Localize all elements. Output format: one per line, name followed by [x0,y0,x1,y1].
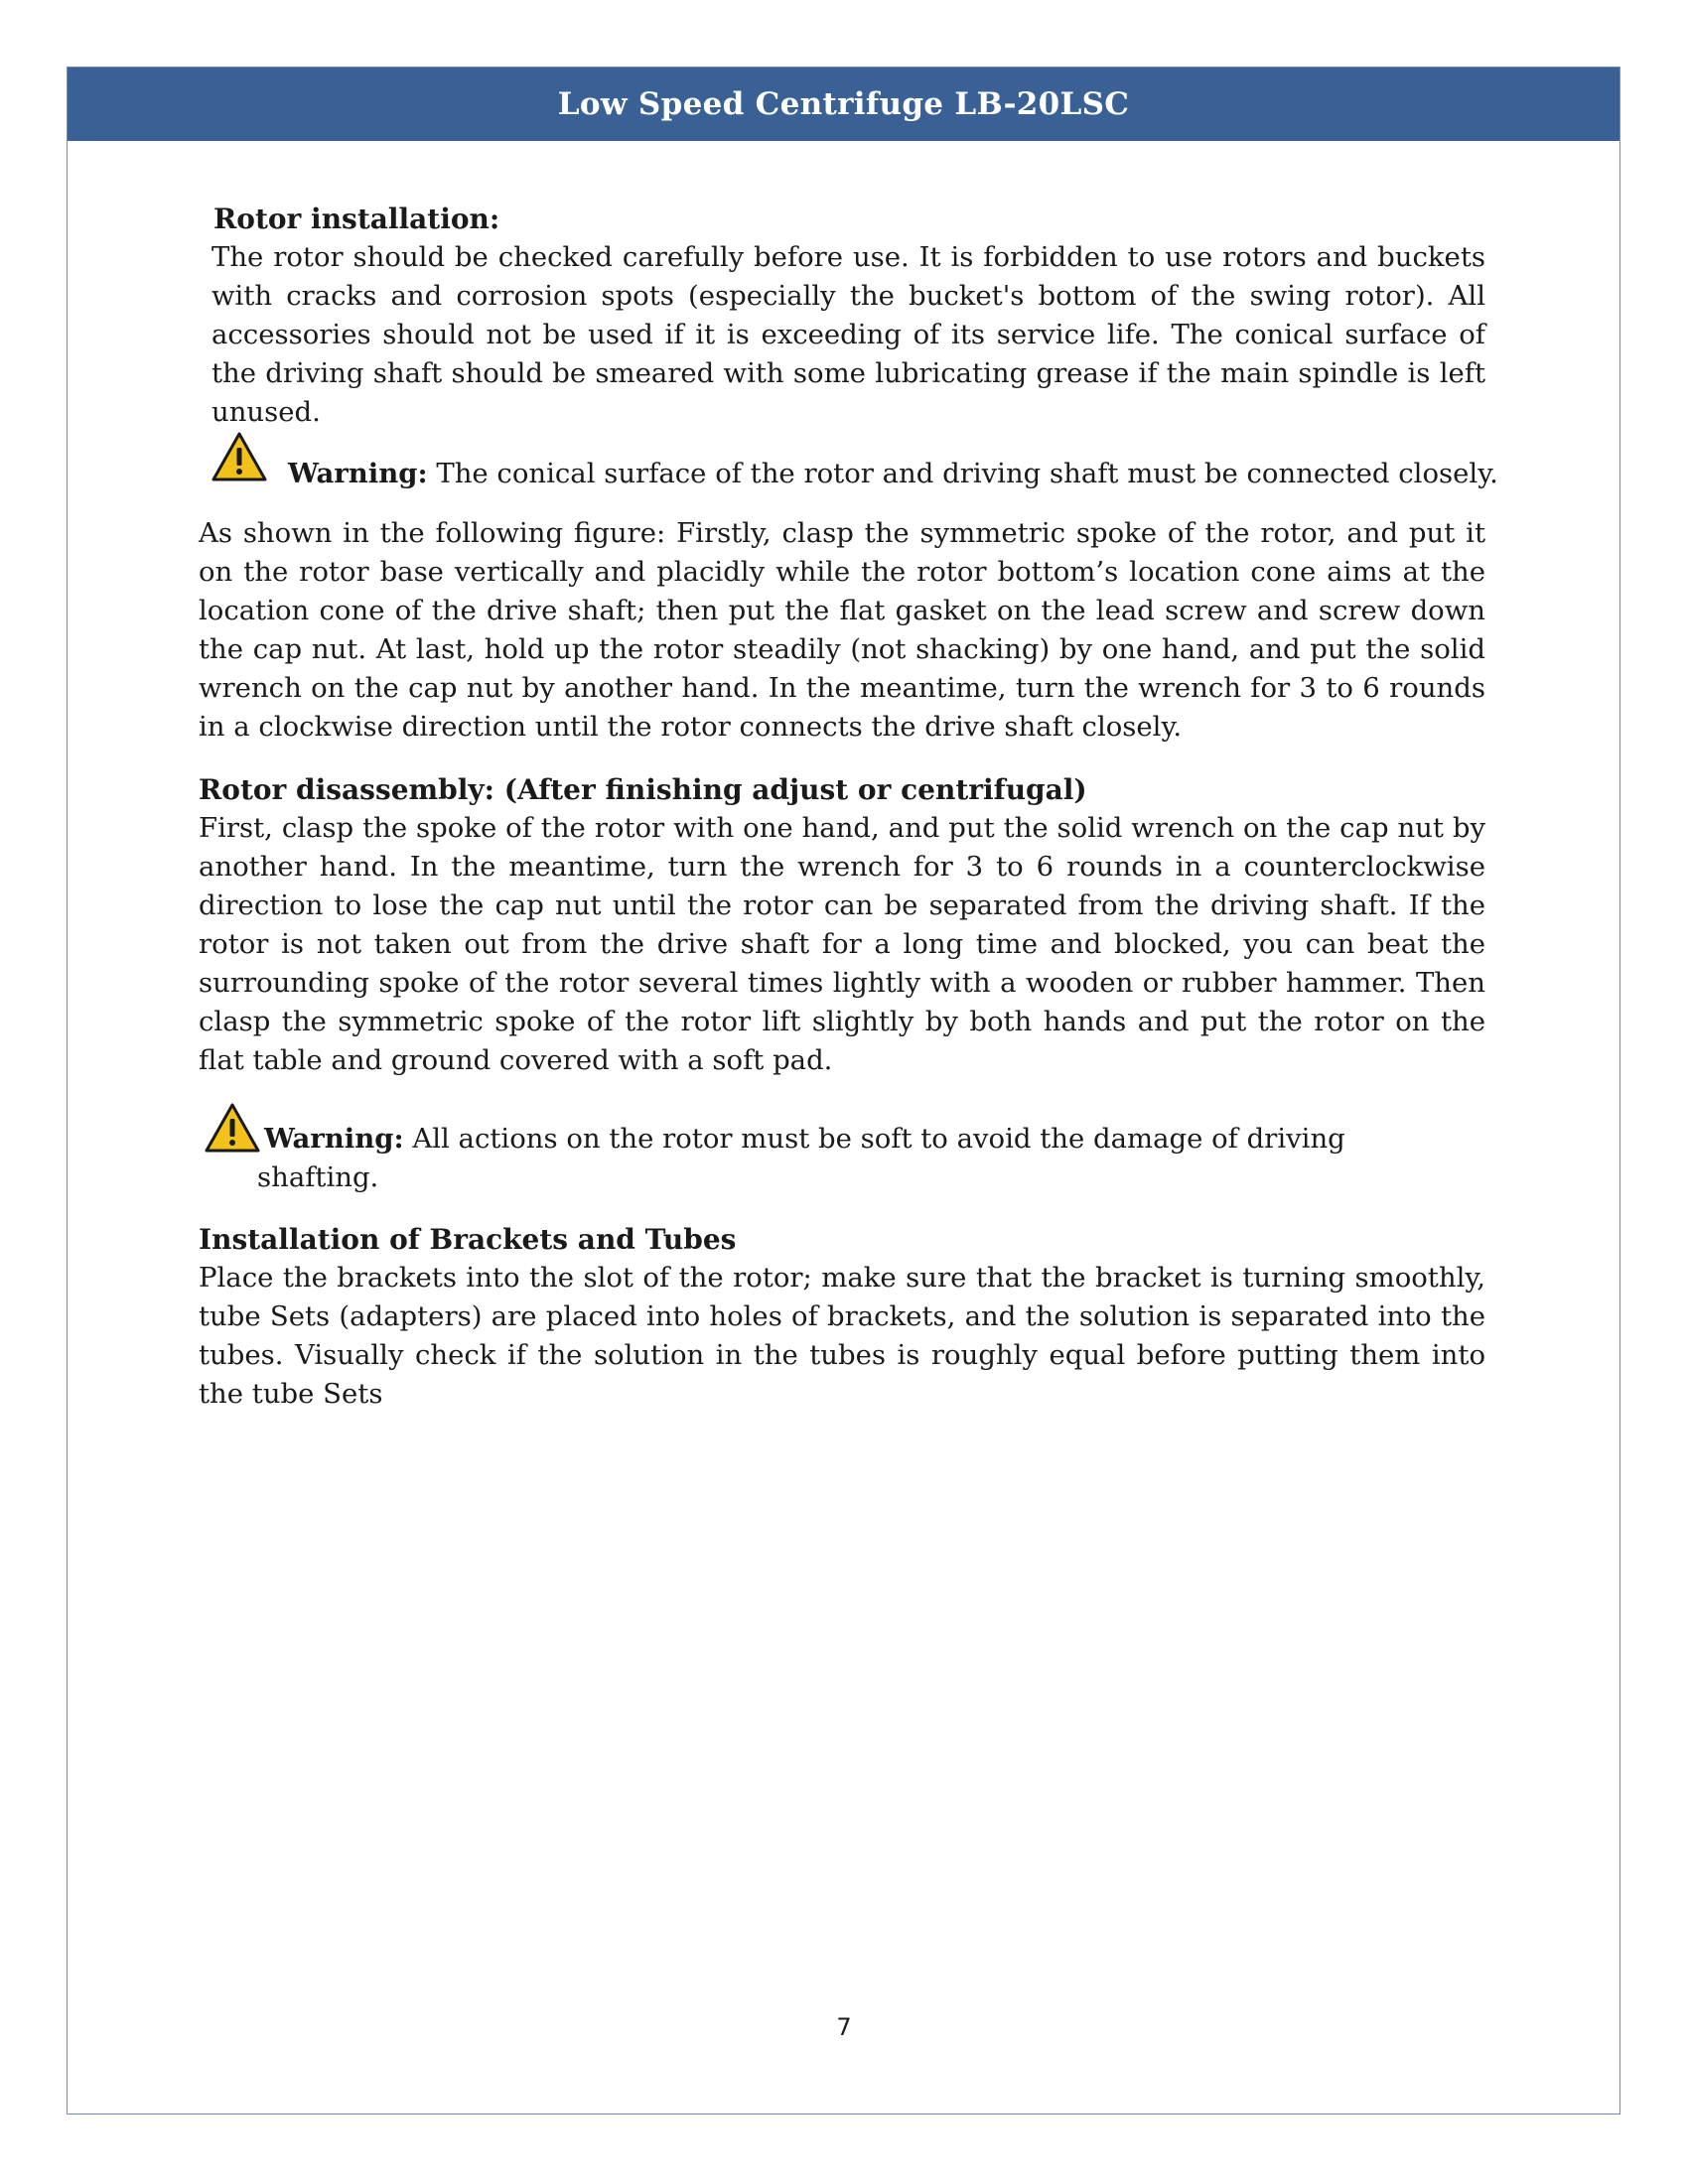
rotor-disassembly-body: First, clasp the spoke of the rotor with one hand, and put the solid wrench on the cap nut by another hand. In the meantime, turn the wrench for 3 to 6 rounds in a counterclockwise direction to lose the cap nut until the rotor can be separated from the driving shaft. If the rotor is not taken out from the drive shaft for a long time and blocked, you can beat the surrounding spoke of the rotor several times lightly with a wooden or rubber hammer. Then clasp the symmetric spoke of the rotor lift slightly by both hands and put the rotor on the flat table and ground covered with a soft pad. [199,812,1485,1076]
page-number: 7 [836,2013,852,2041]
warning-1-text: The conical surface of the rotor and driving shaft must be connected closely. [427,458,1498,489]
rotor-installation-section [211,200,1485,432]
warning-2-line [264,1120,1345,1159]
brackets-tubes-heading: Installation of Brackets and Tubes [199,1223,737,1256]
warning-triangle-icon [204,1102,261,1154]
rotor-disassembly-heading: Rotor disassembly: (After finishing adjust or centrifugal) [199,773,1087,806]
installation-steps-section [199,514,1485,747]
rotor-installation-heading: Rotor installation: [213,203,500,235]
warning-2-label: Warning: [264,1123,404,1155]
brackets-tubes-section [199,1220,1485,1414]
warning-triangle-icon [211,431,268,482]
warning-1-line [288,455,1498,493]
rotor-installation-body: The rotor should be checked carefully before use. It is forbidden to use rotors and buckets with cracks and corrosion spots (especially the bucket's bottom of the swing rotor). All accessories should not be used if it is exceeding of its service life. The conical surface of the driving shaft should be smeared with some lubricating grease if the main spindle is left unused. [211,241,1485,428]
installation-steps-body: As shown in the following figure: Firstly, clasp the symmetric spoke of the rotor, and put it on the rotor base vertically and placidly while the rotor bottom’s location cone aims at the location cone of the drive shaft; then put the flat gasket on the lead screw and screw down the cap nut. At last, hold up the rotor steadily (not shacking) by one hand, and put the solid wrench on the cap nut by another hand. In the meantime, turn the wrench for 3 to 6 rounds in a clockwise direction until the rotor connects the drive shaft closely. [199,517,1485,743]
header-bar [68,68,1619,141]
document-title: Low Speed Centrifuge LB-20LSC [557,86,1130,122]
rotor-disassembly-section [199,770,1485,1080]
warning-2-line-2 [257,1159,378,1197]
warning-2-text-continued: shafting. [257,1161,379,1193]
brackets-tubes-body: Place the brackets into the slot of the rotor; make sure that the bracket is turning smoothly, tube Sets (adapters) are placed into holes of brackets, and the solution is separated into the tubes. Visually check if the solution in the tubes is roughly equal before putting them into the tube Sets [199,1262,1485,1410]
warning-2-text: All actions on the rotor must be soft to avoid the damage of driving [403,1123,1345,1155]
warning-1-label: Warning: [288,458,428,489]
